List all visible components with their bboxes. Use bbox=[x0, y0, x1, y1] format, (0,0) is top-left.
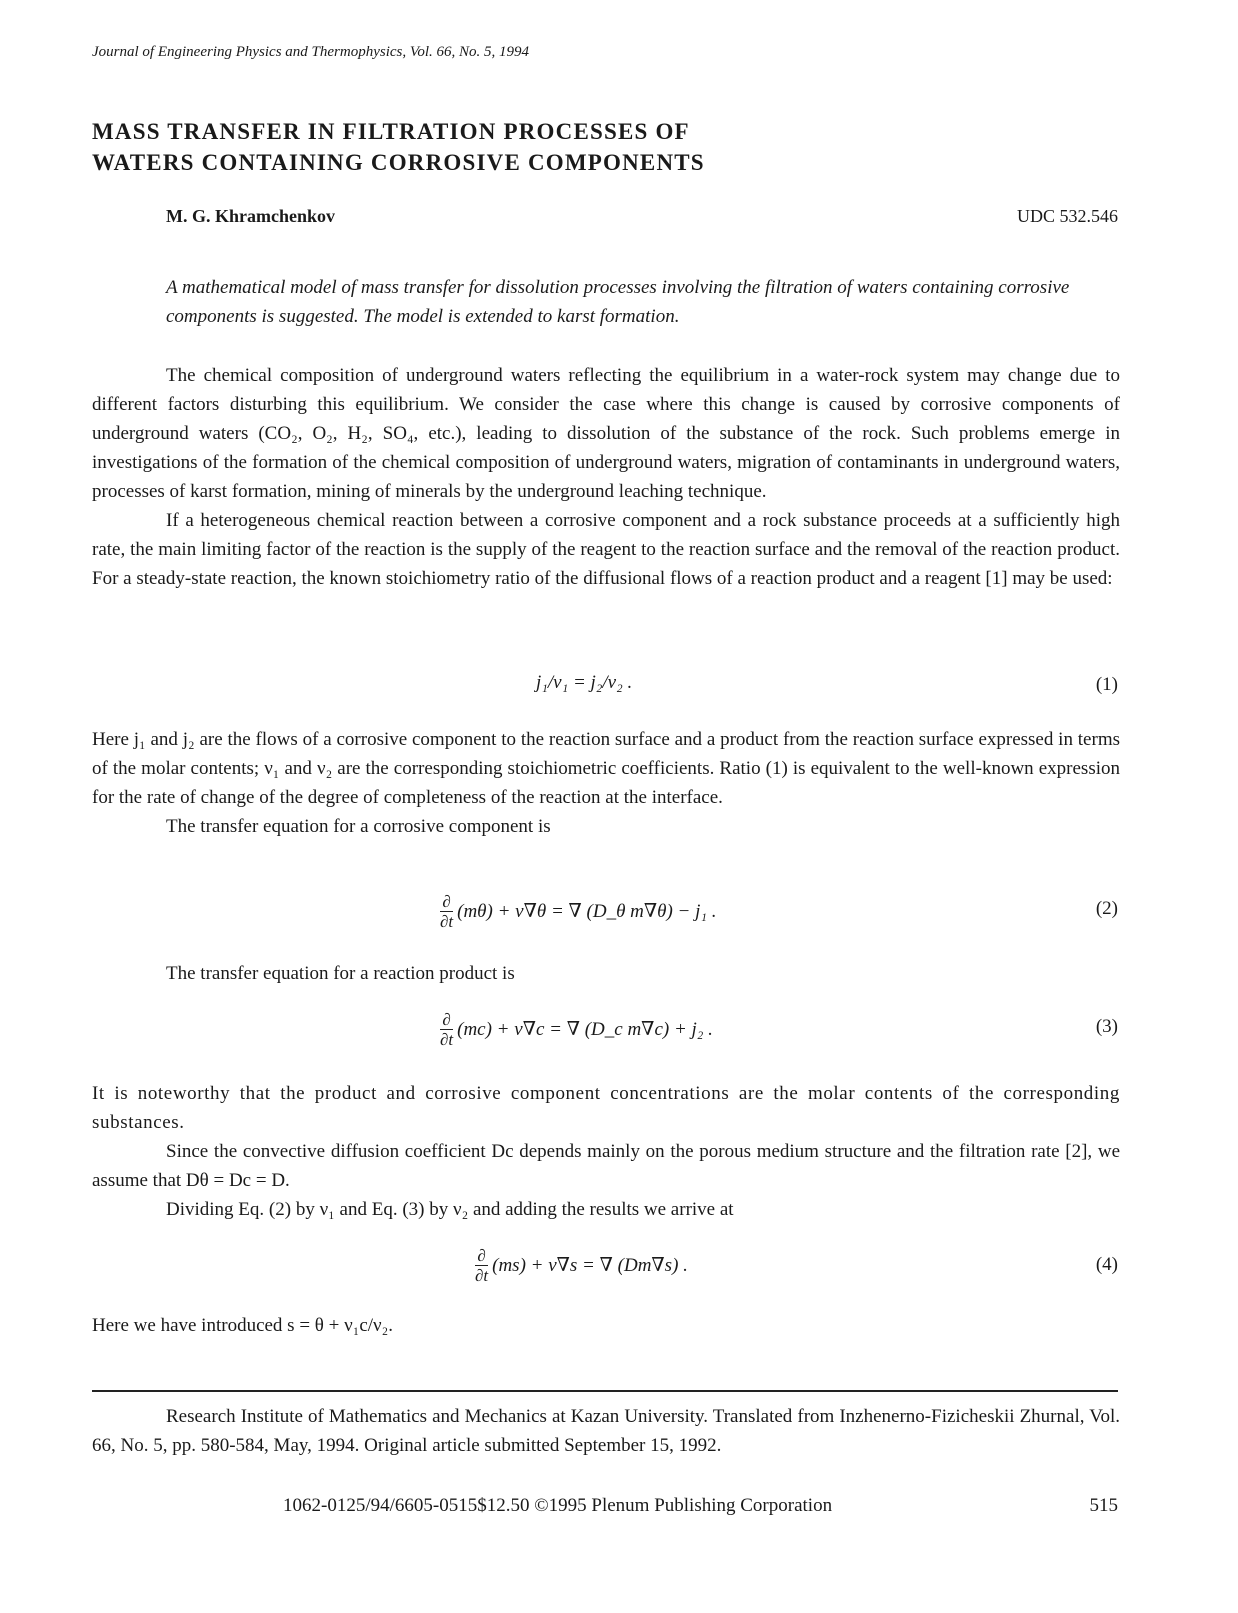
paragraph: Since the convective diffusion coefficient Dc depends mainly on the porous medium structure and the filtration rate [2], we assume that Dθ = Dc = D. bbox=[92, 1141, 1120, 1191]
equation-3: $\frac{\partial}{\partial t}$ (mc) + ν∇c = ∇ (D_c m∇c) + j₂ . bbox=[440, 1010, 713, 1049]
body-block-4 bbox=[92, 1079, 1120, 1224]
author: M. G. Khramchenkov bbox=[166, 206, 335, 226]
paragraph: The transfer equation for a reaction product is bbox=[166, 963, 515, 984]
equation-2: $\frac{\partial}{\partial t}$ (mθ) + ν∇θ = ∇ (D_θ m∇θ) − j₁ . bbox=[440, 892, 717, 931]
equation-4: $\frac{\partial}{\partial t}$ (ms) + ν∇s = ∇ (Dm∇s) . bbox=[475, 1246, 688, 1285]
udc-code: UDC 532.546 bbox=[1016, 206, 1118, 226]
footnote-divider bbox=[92, 1390, 1118, 1392]
paragraph: Here j₁ and j₂ are the flows of a corrosive component to the reaction surface and a product from the reaction surface expressed in terms of the molar contents; ν₁ and ν₂ are the corresponding stoichiometric coefficients. Ratio (1) is equivalent to the well-known expression for the rate of change of the degree of completeness of the reaction at the interface. bbox=[92, 729, 1120, 808]
article-title bbox=[92, 116, 705, 178]
paragraph: The chemical composition of underground waters reflecting the equilibrium in a water-rock system may change due to different factors disturbing this equilibrium. We consider the case where this change is caused by corrosive components of underground waters (CO₂, O₂, H₂, SO₄, etc.), leading to dissolution of the substance of the rock. Such problems emerge in investigations of the formation of the chemical composition of underground waters, migration of contaminants in underground waters, processes of karst formation, mining of minerals by the underground leaching technique. bbox=[92, 365, 1120, 502]
copyright-line: 1062-0125/94/6605-0515$12.50 ©1995 Plenum Publishing Corporation bbox=[283, 1495, 833, 1516]
page-number: 515 bbox=[1089, 1495, 1118, 1516]
paragraph: The transfer equation for a corrosive component is bbox=[166, 816, 551, 837]
body-block-2 bbox=[92, 725, 1120, 841]
equation-number-2: (2) bbox=[1095, 898, 1118, 919]
paragraph: Here we have introduced s = θ + ν₁c/ν₂. bbox=[92, 1315, 394, 1336]
body-block-5 bbox=[92, 1311, 1120, 1340]
partial-derivative: $\frac{\partial}{\partial t}$ bbox=[440, 892, 454, 931]
body-block-1 bbox=[92, 361, 1120, 593]
partial-derivative: $\frac{\partial}{\partial t}$ bbox=[440, 1010, 454, 1049]
title-line-2: WATERS CONTAINING CORROSIVE COMPONENTS bbox=[92, 150, 705, 175]
paragraph: It is noteworthy that the product and corrosive component concentrations are the molar contents of the corresponding substances. bbox=[92, 1083, 1120, 1133]
title-line-1: MASS TRANSFER IN FILTRATION PROCESSES OF bbox=[92, 119, 690, 144]
equation-number-4: (4) bbox=[1095, 1254, 1118, 1275]
equation-number-1: (1) bbox=[1095, 674, 1118, 695]
paragraph: If a heterogeneous chemical reaction between a corrosive component and a rock substance proceeds at a sufficiently high rate, the main limiting factor of the reaction is the supply of the reagent to the reaction surface and the removal of the reaction product. For a steady-state reaction, the known stoichiometry ratio of the diffusional flows of a reaction product and a reagent [1] may be used: bbox=[92, 510, 1120, 589]
abstract: A mathematical model of mass transfer for dissolution processes involving the filtration of waters containing corrosive components is suggested. The model is extended to karst formation. bbox=[166, 277, 1070, 327]
footnote: Research Institute of Mathematics and Mechanics at Kazan University. Translated from Inzhenerno-Fizicheskii Zhurnal, Vol. 66, No. 5, pp. 580-584, May, 1994. Original article submitted September 15, 1992. bbox=[92, 1406, 1120, 1456]
equation-1: j₁/ν₁ = j₂/ν₂ . bbox=[536, 672, 633, 693]
journal-header: Journal of Engineering Physics and Thermophysics, Vol. 66, No. 5, 1994 bbox=[92, 44, 530, 60]
equation-number-3: (3) bbox=[1095, 1016, 1118, 1037]
paragraph: Dividing Eq. (2) by ν₁ and Eq. (3) by ν₂ and adding the results we arrive at bbox=[166, 1199, 734, 1220]
partial-derivative: $\frac{\partial}{\partial t}$ bbox=[475, 1246, 489, 1285]
body-block-3 bbox=[92, 959, 1120, 988]
